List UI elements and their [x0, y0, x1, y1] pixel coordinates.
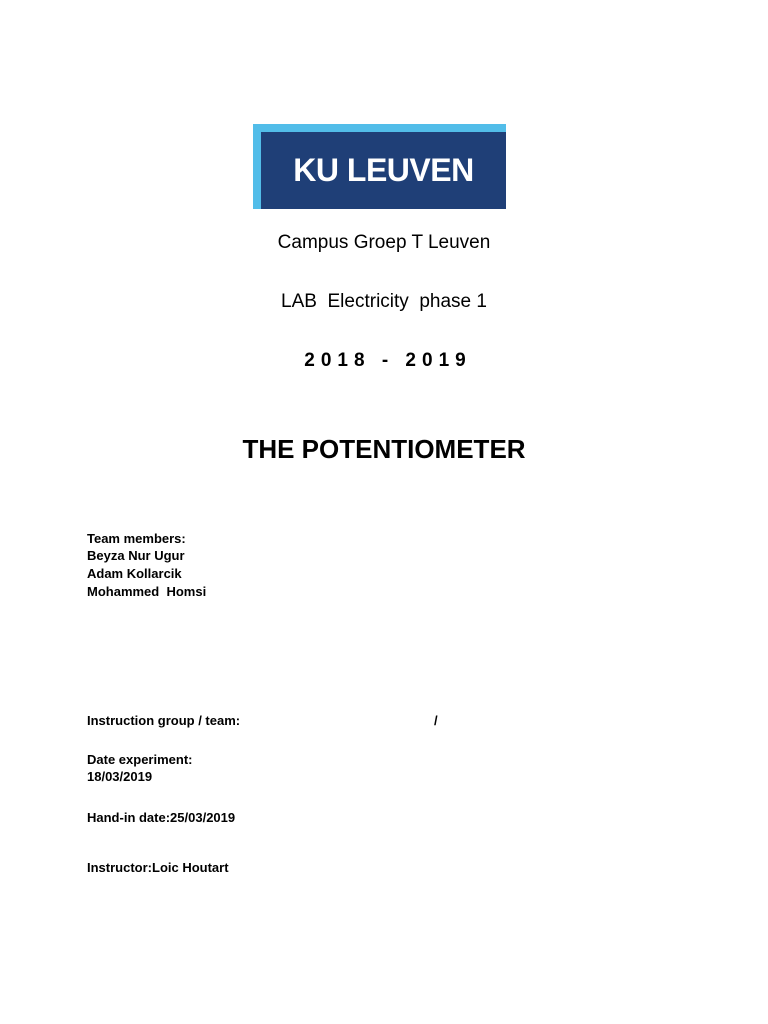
logo-accent-left	[253, 124, 261, 209]
date-experiment-value: 18/03/2019	[87, 769, 153, 784]
campus-name: Campus Groep T Leuven	[277, 232, 491, 253]
date-experiment-label: Date experiment:	[87, 752, 193, 767]
team-member: Mohammed Homsi	[87, 584, 207, 599]
team-members-label: Team members:	[87, 531, 186, 546]
team-member: Beyza Nur Ugur	[87, 548, 185, 563]
logo-accent-top	[253, 124, 506, 132]
instruction-group-label: Instruction group / team:	[87, 713, 241, 728]
academic-year: 2018 - 2019	[304, 350, 472, 371]
ku-leuven-logo	[253, 124, 506, 209]
hand-in-date: Hand-in date:25/03/2019	[87, 810, 236, 825]
instructor: Instructor:Loic Houtart	[87, 860, 229, 875]
lab-title: LAB Electricity phase 1	[281, 291, 487, 312]
document-title: THE POTENTIOMETER	[242, 434, 526, 464]
logo-text: KU LEUVEN	[293, 152, 474, 188]
instruction-group-separator: /	[434, 713, 438, 728]
team-member: Adam Kollarcik	[87, 566, 182, 581]
